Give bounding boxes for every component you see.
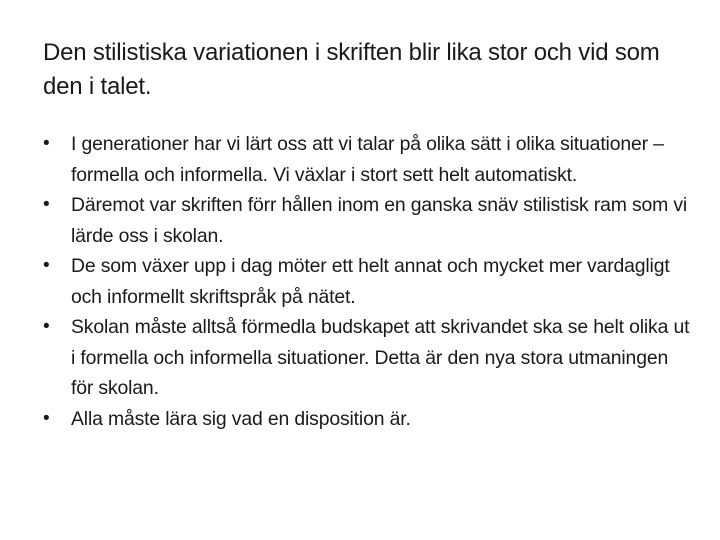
bullet-icon: • <box>43 133 50 154</box>
bullet-icon: • <box>43 407 50 429</box>
bullet-icon: • <box>43 194 50 215</box>
bullet-text: Däremot var skriften förr hållen inom en ganska snäv stilistisk ram som vi lärde oss i skolan. <box>71 194 688 247</box>
bullet-item <box>43 129 693 190</box>
bullet-item <box>43 190 693 251</box>
bullet-item <box>43 251 693 312</box>
bullet-text: De som växer upp i dag möter ett helt annat och mycket mer vardagligt och informellt skriftspråk på nätet. <box>71 255 670 308</box>
bullet-item <box>43 312 693 404</box>
slide-title: Den stilistiska variationen i skriften blir lika stor och vid som den i talet. <box>43 39 660 100</box>
bullet-icon: • <box>43 316 50 337</box>
bullet-icon: • <box>43 255 50 276</box>
bullet-item <box>43 404 693 435</box>
bullet-text: I generationer har vi lärt oss att vi talar på olika sätt i olika situationer – formella och informella. Vi växlar i stort sett helt automatiskt. <box>71 133 664 186</box>
bullet-text: Skolan måste alltså förmedla budskapet att skrivandet ska se helt olika ut i formella och informella situationer. Detta är den nya stora utmaningen för skolan. <box>71 316 690 399</box>
bullet-text: Alla måste lära sig vad en disposition är. <box>71 407 411 430</box>
bullet-list <box>43 129 693 434</box>
